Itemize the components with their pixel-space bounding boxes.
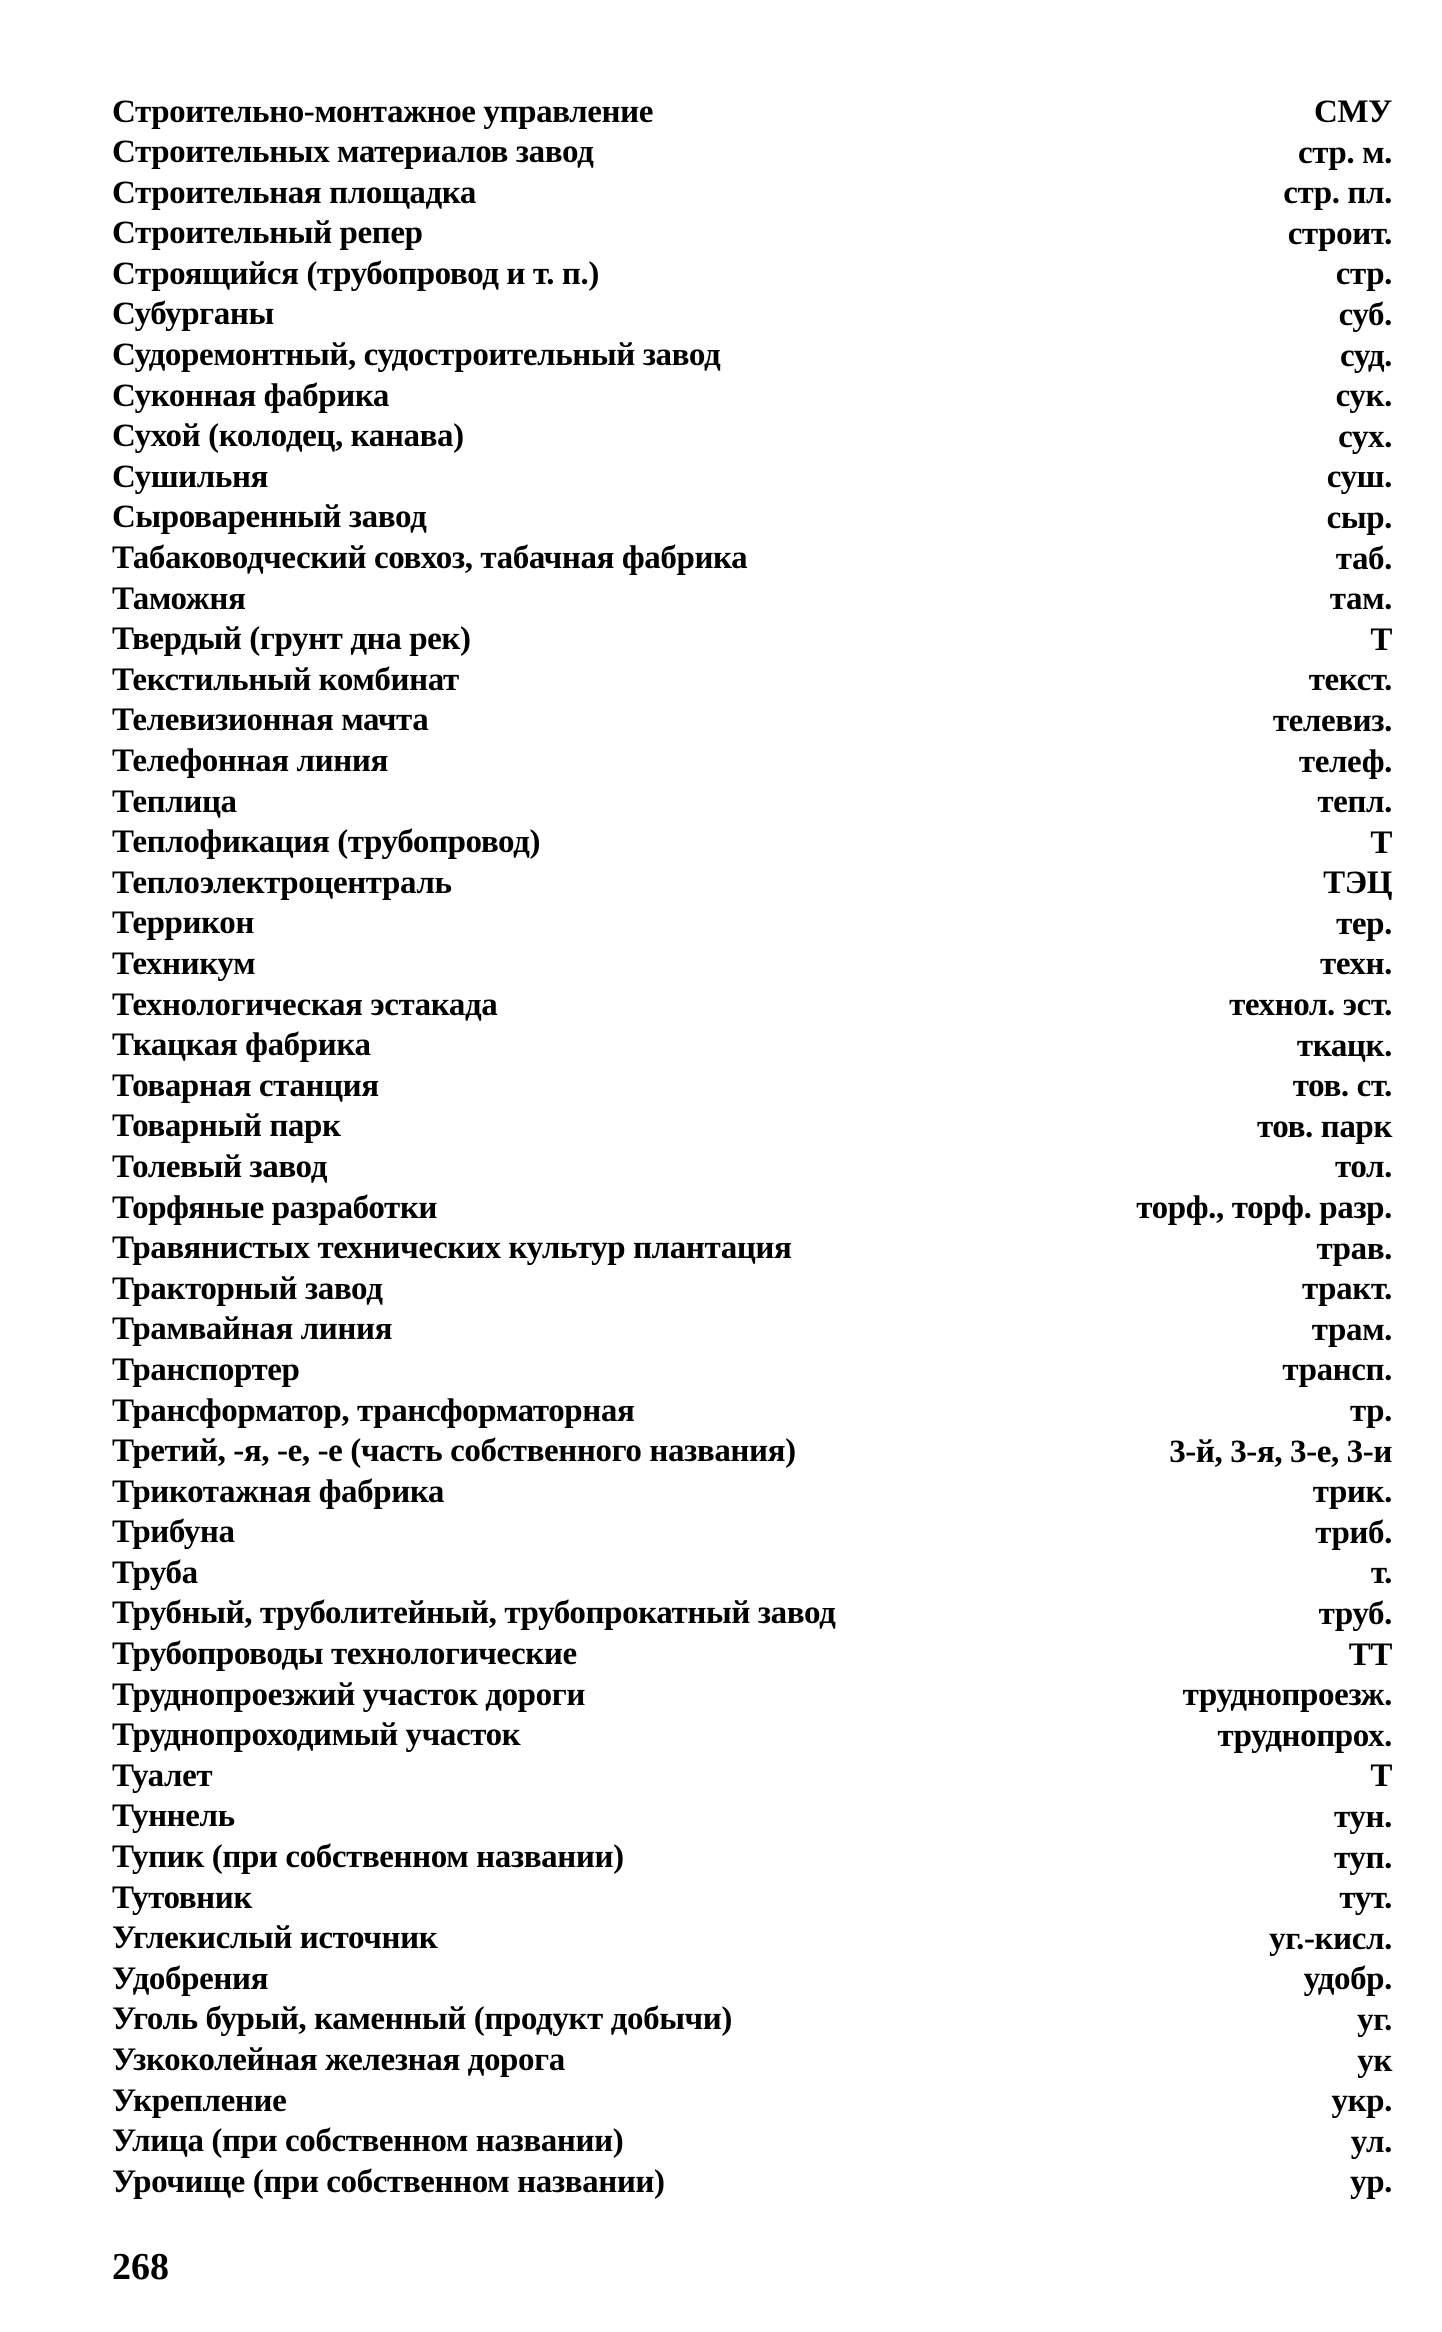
- entry-abbreviation: ук: [1357, 2042, 1392, 2079]
- dot-leader: [441, 1919, 1012, 1959]
- entry-term: Таможня: [112, 580, 246, 617]
- entry-term: Урочище (при собственном названии): [112, 2163, 665, 2200]
- entry-term: Труба: [112, 1554, 198, 1591]
- entry-term-line: [112, 782, 1012, 822]
- dot-leader: [628, 1838, 1012, 1878]
- entry-term: Технологическая эстакада: [112, 986, 498, 1023]
- entry-abbreviation: сух.: [1338, 418, 1392, 455]
- list-item: [112, 336, 1392, 377]
- list-item: [112, 1229, 1392, 1270]
- entry-abbreviation: ТЭЦ: [1323, 865, 1392, 902]
- entry-term: Тупик (при собственном названии): [112, 1839, 624, 1876]
- entry-term: Улица (при собственном названии): [112, 2123, 624, 2160]
- entry-term-line: [112, 498, 1012, 538]
- list-item: [112, 254, 1392, 295]
- list-item: [112, 1594, 1392, 1635]
- entry-term-line: [112, 2122, 1012, 2162]
- entry-abbreviation: суд.: [1340, 337, 1392, 374]
- list-item: [112, 1878, 1392, 1919]
- entry-term: Торфяные разработки: [112, 1189, 438, 1226]
- entry-abbreviation: трансп.: [1282, 1352, 1392, 1389]
- entry-term: Теплица: [112, 783, 237, 820]
- entry-term-line: [112, 417, 1012, 457]
- entry-abbreviation: уг.-кисл.: [1269, 1920, 1392, 1957]
- dot-leader: [202, 1553, 1012, 1593]
- entry-abbreviation: т.: [1370, 1555, 1392, 1592]
- entry-abbreviation: тол.: [1334, 1149, 1392, 1186]
- list-item: [112, 1513, 1392, 1554]
- list-item: [112, 863, 1392, 904]
- entry-abbreviation: укр.: [1331, 2083, 1392, 2120]
- entry-abbreviation: Т: [1370, 621, 1392, 658]
- dot-leader: [392, 742, 1012, 782]
- list-item: [112, 1553, 1392, 1594]
- list-item: [112, 1919, 1392, 1960]
- list-item: [112, 1107, 1392, 1148]
- dot-leader: [581, 1635, 1012, 1675]
- list-item: [112, 1432, 1392, 1473]
- entry-term: Трибуна: [112, 1514, 235, 1551]
- entry-abbreviation: 3-й, 3-я, 3-е, 3-и: [1169, 1433, 1392, 1470]
- entry-term-line: [112, 1838, 1012, 1878]
- entry-term: Толевый завод: [112, 1148, 328, 1185]
- entry-term-line: [112, 2081, 1012, 2121]
- dot-leader: [638, 1391, 1012, 1431]
- entry-term-line: [112, 1026, 1012, 1066]
- list-item: [112, 1675, 1392, 1716]
- entry-abbreviation: ул.: [1350, 2123, 1392, 2160]
- entry-term-line: [112, 1229, 1012, 1269]
- entry-term: Строительный репер: [112, 215, 423, 252]
- dot-leader: [259, 944, 1012, 984]
- dot-leader: [396, 1310, 1012, 1350]
- dot-leader: [258, 904, 1012, 944]
- entry-abbreviation: стр.: [1335, 256, 1392, 293]
- entry-term: Углекислый источник: [112, 1920, 438, 1957]
- entry-term-line: [112, 133, 1012, 173]
- dot-leader: [463, 660, 1012, 700]
- entry-abbreviation: туп.: [1334, 1839, 1392, 1876]
- list-item: [112, 782, 1392, 823]
- entry-abbreviation: Т: [1370, 1758, 1392, 1795]
- list-item: [112, 985, 1392, 1026]
- entry-abbreviation: тепл.: [1317, 784, 1392, 821]
- entry-abbreviation: суш.: [1326, 459, 1392, 496]
- dot-leader: [468, 417, 1012, 457]
- entry-abbreviation: тун.: [1334, 1798, 1392, 1835]
- dot-leader: [290, 2081, 1012, 2121]
- entry-abbreviation: труднопроезж.: [1182, 1677, 1392, 1714]
- dot-leader: [524, 1716, 1012, 1756]
- entry-abbreviation: торф., торф. разр.: [1136, 1190, 1392, 1227]
- list-item: [112, 2000, 1392, 2041]
- entry-abbreviation: удобр.: [1303, 1961, 1392, 1998]
- dot-leader: [724, 336, 1012, 376]
- entry-term-line: [112, 1107, 1012, 1147]
- entry-term: Туннель: [112, 1798, 235, 1835]
- list-item: [112, 1310, 1392, 1351]
- list-item: [112, 539, 1392, 580]
- entry-term-line: [112, 1310, 1012, 1350]
- list-item: [112, 457, 1392, 498]
- entry-term: Ткацкая фабрика: [112, 1027, 371, 1064]
- entry-abbreviation: там.: [1329, 581, 1392, 618]
- entry-term: Труднопроходимый участок: [112, 1717, 521, 1754]
- dot-leader: [272, 457, 1012, 497]
- entry-term: Сыроваренный завод: [112, 499, 427, 536]
- entry-term-line: [112, 701, 1012, 741]
- entry-term: Туалет: [112, 1757, 213, 1794]
- dot-leader: [751, 539, 1012, 579]
- entry-term-line: [112, 944, 1012, 984]
- entry-term-line: [112, 1269, 1012, 1309]
- entry-term: Сушильня: [112, 458, 269, 495]
- entry-term: Трамвайная линия: [112, 1311, 393, 1348]
- entry-term: Строительно-монтажное управление: [112, 93, 653, 130]
- list-item: [112, 701, 1392, 742]
- entry-term-line: [112, 579, 1012, 619]
- entry-term: Трикотажная фабрика: [112, 1473, 445, 1510]
- list-item: [112, 1026, 1392, 1067]
- abbreviation-list: [112, 92, 1392, 2203]
- list-item: [112, 660, 1392, 701]
- dot-leader: [448, 1472, 1012, 1512]
- dot-leader: [239, 1797, 1012, 1837]
- entry-term: Строительная площадка: [112, 174, 477, 211]
- entry-abbreviation: суб.: [1338, 296, 1392, 333]
- entry-abbreviation: СМУ: [1314, 94, 1392, 130]
- entry-abbreviation: стр. пл.: [1283, 175, 1392, 212]
- entry-term-line: [112, 1350, 1012, 1390]
- entry-term: Трубопроводы технологические: [112, 1636, 577, 1673]
- entry-term: Строительных материалов завод: [112, 134, 594, 171]
- list-item: [112, 579, 1392, 620]
- entry-abbreviation: строит.: [1287, 215, 1392, 252]
- list-item: [112, 1959, 1392, 2000]
- entry-term-line: [112, 1716, 1012, 1756]
- list-item: [112, 944, 1392, 985]
- dot-leader: [241, 782, 1012, 822]
- entry-term: Телефонная линия: [112, 743, 388, 779]
- dot-leader: [456, 863, 1012, 903]
- entry-abbreviation: тракт.: [1301, 1271, 1392, 1308]
- dot-leader: [375, 1026, 1012, 1066]
- entry-term: Тракторный завод: [112, 1270, 383, 1307]
- entry-term: Трансформатор, трансформаторная: [112, 1392, 635, 1429]
- dot-leader: [475, 620, 1012, 660]
- list-item: [112, 742, 1392, 783]
- list-item: [112, 1838, 1392, 1879]
- entry-term-line: [112, 863, 1012, 903]
- dot-leader: [569, 2041, 1012, 2081]
- entry-abbreviation: Т: [1370, 824, 1392, 861]
- entry-term-line: [112, 620, 1012, 660]
- entry-term-line: [112, 2041, 1012, 2081]
- dot-leader: [603, 254, 1012, 294]
- entry-term-line: [112, 539, 1012, 579]
- entry-term: Травянистых технических культур плантация: [112, 1230, 792, 1267]
- entry-abbreviation: труб.: [1318, 1595, 1392, 1632]
- entry-term: Строящийся (трубопровод и т. п.): [112, 255, 599, 292]
- list-item: [112, 620, 1392, 661]
- list-item: [112, 1797, 1392, 1838]
- entry-abbreviation: сыр.: [1326, 499, 1392, 536]
- list-item: [112, 1147, 1392, 1188]
- entry-term-line: [112, 336, 1012, 376]
- dot-leader: [393, 376, 1012, 416]
- entry-abbreviation: техн.: [1320, 946, 1392, 983]
- entry-term: Тутовник: [112, 1879, 252, 1916]
- entry-term: Текстильный комбинат: [112, 661, 459, 698]
- dot-leader: [544, 823, 1012, 863]
- entry-abbreviation: ТТ: [1348, 1636, 1392, 1673]
- list-item: [112, 1635, 1392, 1676]
- dot-leader: [387, 1269, 1013, 1309]
- list-item: [112, 1391, 1392, 1432]
- entry-term: Укрепление: [112, 2082, 287, 2119]
- dot-leader: [304, 1350, 1012, 1390]
- dot-leader: [669, 2162, 1012, 2202]
- dot-leader: [278, 295, 1012, 335]
- entry-term: Теплоэлектроцентраль: [112, 864, 452, 901]
- list-item: [112, 417, 1392, 458]
- entry-abbreviation: триб.: [1315, 1514, 1392, 1551]
- entry-term-line: [112, 1432, 1012, 1472]
- entry-term-line: [112, 1513, 1012, 1553]
- entry-abbreviation: тер.: [1336, 905, 1392, 942]
- dot-leader: [800, 1432, 1012, 1472]
- list-item: [112, 92, 1392, 133]
- entry-term-line: [112, 1675, 1012, 1715]
- dot-leader: [432, 701, 1012, 741]
- entry-abbreviation: трик.: [1312, 1474, 1392, 1511]
- entry-term: Транспортер: [112, 1351, 300, 1388]
- dot-leader: [216, 1756, 1012, 1796]
- entry-term-line: [112, 742, 1012, 782]
- list-item: [112, 214, 1392, 255]
- entry-term: Уголь бурый, каменный (продукт добычи): [112, 2001, 732, 2038]
- entry-abbreviation: стр. м.: [1297, 134, 1392, 171]
- dot-leader: [627, 2122, 1012, 2162]
- entry-abbreviation: телевиз.: [1272, 702, 1392, 739]
- entry-term-line: [112, 254, 1012, 294]
- entry-abbreviation: таб.: [1335, 540, 1392, 577]
- dot-leader: [345, 1107, 1012, 1147]
- entry-term: Телевизионная мачта: [112, 702, 429, 739]
- dot-leader: [597, 133, 1012, 173]
- entry-term-line: [112, 214, 1012, 254]
- entry-abbreviation: ур.: [1350, 2164, 1392, 2201]
- list-item: [112, 904, 1392, 945]
- list-item: [112, 2122, 1392, 2163]
- entry-term-line: [112, 376, 1012, 416]
- entry-abbreviation: тут.: [1339, 1880, 1392, 1917]
- entry-term-line: [112, 1188, 1012, 1228]
- entry-term-line: [112, 1391, 1012, 1431]
- list-item: [112, 376, 1392, 417]
- list-item: [112, 1350, 1392, 1391]
- entry-term-line: [112, 1635, 1012, 1675]
- list-item: [112, 295, 1392, 336]
- dot-leader: [256, 1878, 1012, 1918]
- entry-abbreviation: тов. парк: [1256, 1108, 1392, 1145]
- entry-term-line: [112, 1147, 1012, 1187]
- list-item: [112, 1269, 1392, 1310]
- entry-term-line: [112, 92, 1012, 132]
- entry-term-line: [112, 1797, 1012, 1837]
- list-item: [112, 133, 1392, 174]
- entry-term: Табаководческий совхоз, табачная фабрика: [112, 540, 748, 577]
- entry-abbreviation: трав.: [1316, 1230, 1392, 1267]
- entry-term: Третий, -я, -е, -е (часть собственного названия): [112, 1433, 796, 1470]
- dot-leader: [796, 1229, 1012, 1269]
- entry-term-line: [112, 2000, 1012, 2040]
- dot-leader: [272, 1959, 1012, 1999]
- entry-term: Товарный парк: [112, 1108, 341, 1145]
- entry-term-line: [112, 1878, 1012, 1918]
- entry-term: Трубный, труболитейный, трубопрокатный завод: [112, 1595, 836, 1632]
- entry-term: Судоремонтный, судостроительный завод: [112, 337, 721, 374]
- entry-abbreviation: текст.: [1308, 662, 1392, 699]
- dot-leader: [249, 579, 1012, 619]
- dot-leader: [427, 214, 1012, 254]
- entry-term-line: [112, 1066, 1012, 1106]
- entry-abbreviation: сук.: [1335, 378, 1392, 415]
- entry-abbreviation: технол. эст.: [1229, 987, 1392, 1024]
- dot-leader: [657, 92, 1012, 132]
- entry-term-line: [112, 2162, 1012, 2202]
- list-item: [112, 1716, 1392, 1757]
- entry-term: Террикон: [112, 905, 255, 942]
- entry-term-line: [112, 173, 1012, 213]
- entry-term: Удобрения: [112, 1960, 269, 1997]
- entry-term-line: [112, 823, 1012, 863]
- entry-abbreviation: ткацк.: [1296, 1027, 1392, 1064]
- entry-term-line: [112, 1959, 1012, 1999]
- entry-term-line: [112, 1919, 1012, 1959]
- dot-leader: [501, 985, 1012, 1025]
- dot-leader: [839, 1594, 1012, 1634]
- entry-term: Суконная фабрика: [112, 377, 390, 414]
- dot-leader: [331, 1147, 1012, 1187]
- entry-term-line: [112, 1594, 1012, 1634]
- list-item: [112, 2081, 1392, 2122]
- entry-term: Товарная станция: [112, 1067, 379, 1104]
- entry-term-line: [112, 1553, 1012, 1593]
- list-item: [112, 1188, 1392, 1229]
- entry-term: Техникум: [112, 945, 256, 982]
- entry-term: Труднопроезжий участок дороги: [112, 1676, 585, 1713]
- dot-leader: [383, 1066, 1012, 1106]
- list-item: [112, 498, 1392, 539]
- entry-abbreviation: телеф.: [1298, 743, 1392, 780]
- dot-leader: [239, 1513, 1012, 1553]
- entry-term: Твердый (грунт дна рек): [112, 621, 471, 658]
- entry-abbreviation: труднопрох.: [1217, 1717, 1392, 1754]
- entry-term-line: [112, 985, 1012, 1025]
- entry-abbreviation: трам.: [1311, 1311, 1392, 1348]
- entry-term: Теплофикация (трубопровод): [112, 824, 541, 861]
- list-item: [112, 1756, 1392, 1797]
- list-item: [112, 2162, 1392, 2203]
- entry-abbreviation: тов. ст.: [1292, 1068, 1392, 1105]
- page-number: 268: [112, 2246, 169, 2288]
- list-item: [112, 2041, 1392, 2082]
- list-item: [112, 173, 1392, 214]
- list-item: [112, 823, 1392, 864]
- entry-term: Узкоколейная железная дорога: [112, 2042, 565, 2078]
- dot-leader: [480, 173, 1012, 213]
- entry-term-line: [112, 660, 1012, 700]
- dot-leader: [589, 1675, 1012, 1715]
- entry-term-line: [112, 1472, 1012, 1512]
- list-item: [112, 1472, 1392, 1513]
- entry-term-line: [112, 904, 1012, 944]
- list-item: [112, 1066, 1392, 1107]
- entry-term: Субурганы: [112, 296, 274, 333]
- entry-abbreviation: уг.: [1357, 2001, 1392, 2038]
- entry-abbreviation: тр.: [1349, 1393, 1392, 1429]
- entry-term: Сухой (колодец, канава): [112, 418, 464, 455]
- entry-term-line: [112, 457, 1012, 497]
- dot-leader: [430, 498, 1012, 538]
- dot-leader: [736, 2000, 1012, 2040]
- dot-leader: [441, 1188, 1012, 1228]
- entry-term-line: [112, 295, 1012, 335]
- entry-term-line: [112, 1756, 1012, 1796]
